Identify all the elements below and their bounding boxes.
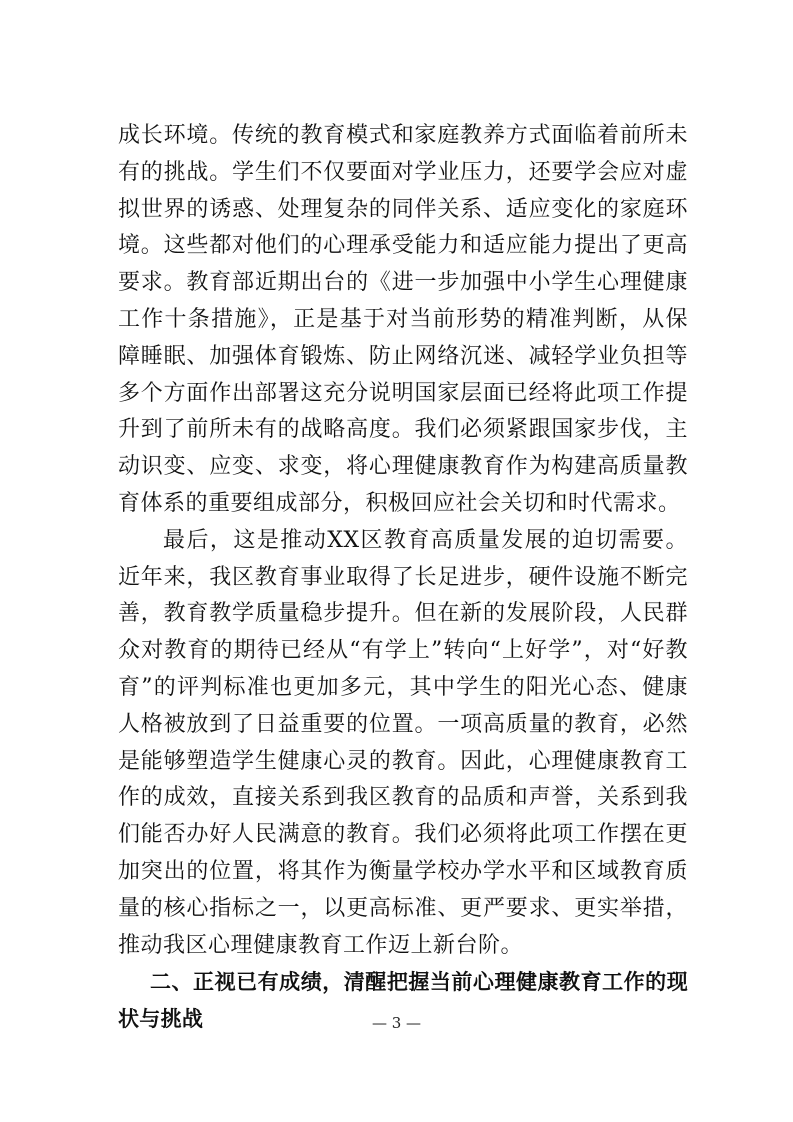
document-body — [118, 118, 688, 1038]
paragraph-final-reason: 最后，这是推动XX区教育高质量发展的迫切需要。近年来，我区教育事业取得了长足进步，硬件设施不断完善，教育教学质量稳步提升。但在新的发展阶段，人民群众对教育的期待已经从“有学上”转向“上好学”，对“好教育”的评判标准也更加多元，其中学生的阳光心态、健康人格被放到了日益重要的位置。一项高质量的教育，必然是能够塑造学生健康心灵的教育。因此，心理健康教育工作的成效，直接关系到我区教育的品质和声誉，关系到我们能否办好人民满意的教育。我们必须将此项工作摆在更加突出的位置，将其作为衡量学校办学水平和区域教育质量的核心指标之一，以更高标准、更严要求、更实举措，推动我区心理健康教育工作迈上新台阶。 — [118, 527, 688, 958]
page-number: — 3 — — [371, 1014, 422, 1032]
paragraph-continued: 成长环境。传统的教育模式和家庭教养方式面临着前所未有的挑战。学生们不仅要面对学业压力，还要学会应对虚拟世界的诱惑、处理复杂的同伴关系、适应变化的家庭环境。这些都对他们的心理承受能力和适应能力提出了更高要求。教育部近期出台的《进一步加强中小学生心理健康工作十条措施》，正是基于对当前形势的精准判断，从保障睡眠、加强体育锻炼、防止网络沉迷、减轻学业负担等多个方面作出部署这充分说明国家层面已经将此项工作提升到了前所未有的战略高度。我们必须紧跟国家步伐，主动识变、应变、求变，将心理健康教育作为构建高质量教育体系的重要组成部分，积极回应社会关切和时代需求。 — [118, 123, 688, 516]
section-heading: 二、正视已有成绩，清醒把握当前心理健康教育工作的现状与挑战 — [118, 970, 688, 1032]
